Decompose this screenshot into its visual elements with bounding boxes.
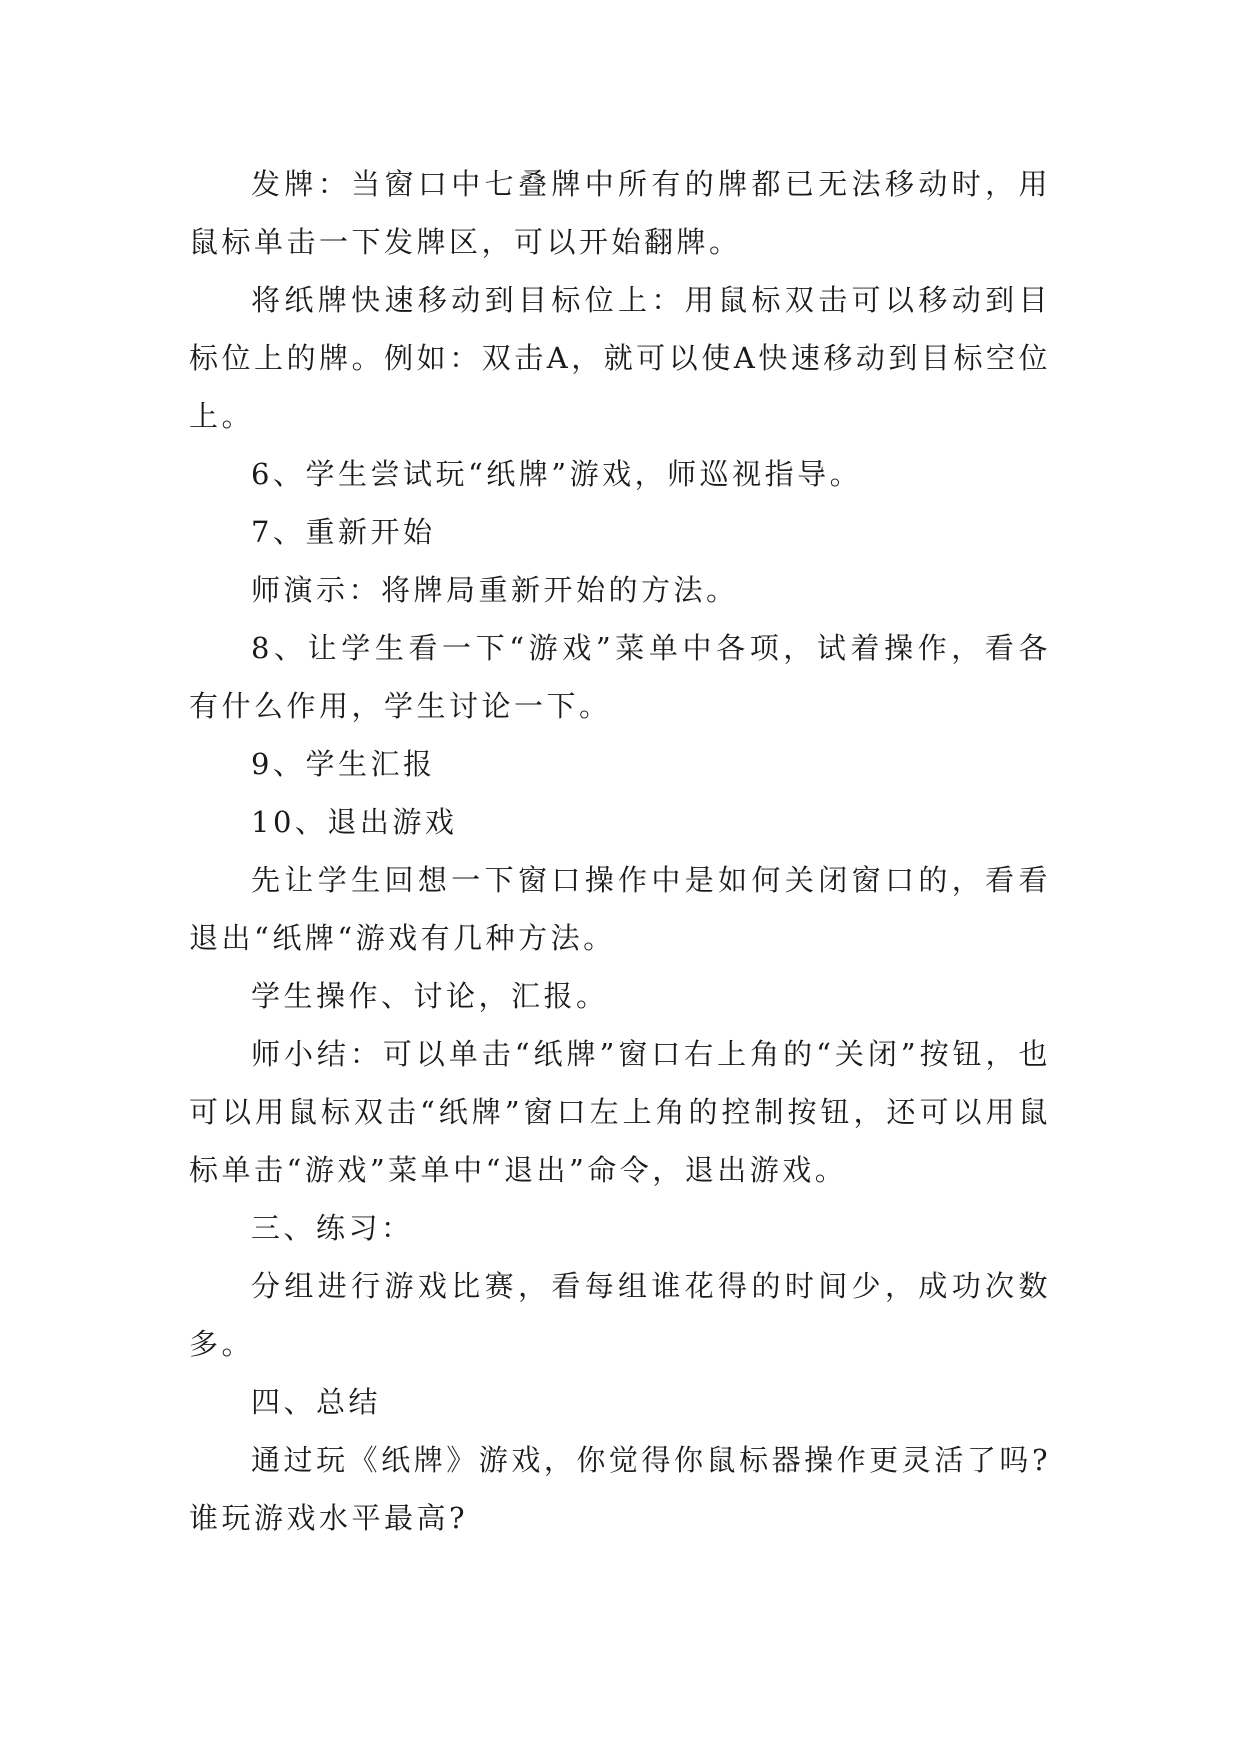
- paragraph-step-9: 9、学生汇报: [251, 747, 436, 781]
- paragraph-step-8: 8、让学生看一下“游戏”菜单中各项，试着操作，看各有什么作用，学生讨论一下。: [189, 631, 1051, 723]
- paragraph-teacher-demo: 师演示：将牌局重新开始的方法。: [251, 573, 739, 607]
- paragraph-summary: 通过玩《纸牌》游戏，你觉得你鼠标器操作更灵活了吗?谁玩游戏水平最高?: [189, 1443, 1051, 1535]
- paragraph-step-6: 6、学生尝试玩“纸牌”游戏，师巡视指导。: [251, 457, 863, 491]
- paragraph-quick-move: 将纸牌快速移动到目标位上：用鼠标双击可以移动到目标位上的牌。例如：双击A，就可以使A快速移动到目标空位上。: [189, 283, 1051, 433]
- section-heading-practice: 三、练习：: [251, 1211, 414, 1245]
- section-heading-summary: 四、总结: [251, 1385, 382, 1419]
- paragraph-recall: 先让学生回想一下窗口操作中是如何关闭窗口的，看看退出“纸牌“游戏有几种方法。: [189, 863, 1051, 955]
- paragraph-student-ops: 学生操作、讨论，汇报。: [251, 979, 609, 1013]
- document-body: [189, 155, 1051, 1547]
- paragraph-step-10: 10、退出游戏: [251, 805, 458, 839]
- paragraph-dealing: 发牌：当窗口中七叠牌中所有的牌都已无法移动时，用鼠标单击一下发牌区，可以开始翻牌。: [189, 167, 1051, 259]
- paragraph-step-7: 7、重新开始: [251, 515, 436, 549]
- paragraph-teacher-summary: 师小结：可以单击“纸牌”窗口右上角的“关闭”按钮，也可以用鼠标双击“纸牌”窗口左上角的控制按钮，还可以用鼠标单击“游戏”菜单中“退出”命令，退出游戏。: [189, 1037, 1051, 1187]
- paragraph-practice: 分组进行游戏比赛，看每组谁花得的时间少，成功次数多。: [189, 1269, 1051, 1361]
